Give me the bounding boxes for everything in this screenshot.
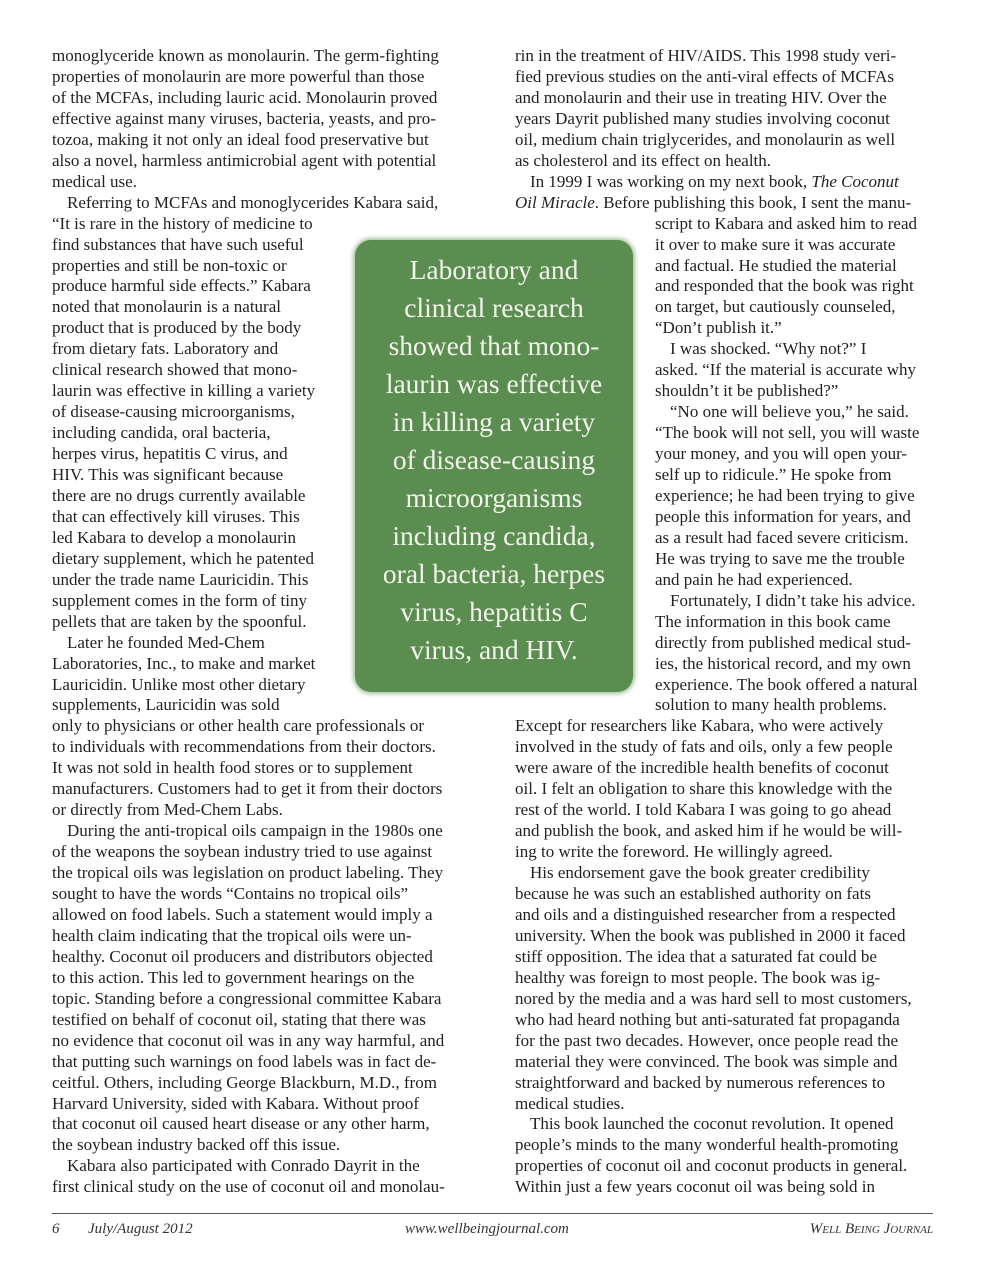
text-line: testified on behalf of coconut oil, stating that there was bbox=[52, 1009, 426, 1029]
text-line: medical studies. bbox=[515, 1093, 625, 1113]
text-line: supplement comes in the form of tiny bbox=[52, 590, 307, 610]
text-line bbox=[530, 171, 899, 192]
text-line: first clinical study on the use of coconut oil and monolau- bbox=[52, 1177, 445, 1197]
text-line: including candida, oral bacteria, bbox=[52, 423, 271, 443]
text-line: and factual. He studied the material bbox=[655, 255, 897, 275]
text-line: were aware of the incredible health benefits of coconut bbox=[515, 758, 889, 778]
text-line: monoglyceride known as monolaurin. The germ-fighting bbox=[52, 46, 439, 65]
text-line: because he was such an established authority on fats bbox=[515, 884, 871, 903]
text-line: During the anti-tropical oils campaign in the 1980s one bbox=[67, 821, 443, 841]
text-line: also a novel, harmless antimicrobial agent with potential bbox=[52, 150, 437, 170]
text-line: it over to make sure it was accurate bbox=[655, 234, 896, 254]
text-line: rest of the world. I told Kabara I was going to go ahead bbox=[515, 800, 892, 820]
text-line: topic. Standing before a congressional committee Kabara bbox=[52, 988, 442, 1008]
text-line: ing to write the foreword. He willingly agreed. bbox=[515, 842, 833, 862]
text-line bbox=[515, 192, 911, 213]
pull-quote-line: in killing a variety bbox=[392, 406, 596, 437]
text-line: noted that monolaurin is a natural bbox=[52, 297, 281, 317]
text-line: people this information for years, and bbox=[655, 506, 911, 526]
text-line: your money, and you will open your- bbox=[655, 444, 908, 464]
journal-name: Well Being Journal bbox=[809, 1221, 933, 1237]
text-line: Fortunately, I didn’t take his advice. bbox=[670, 590, 916, 610]
text-line: manufacturers. Customers had to get it from their doctors bbox=[52, 779, 443, 799]
pull-quote-line: showed that mono- bbox=[388, 330, 600, 361]
text-line: health claim indicating that the tropical oils were un- bbox=[52, 925, 412, 945]
text-line: and monolaurin and their use in treating HIV. Over the bbox=[515, 87, 887, 107]
text-line: oil, medium chain triglycerides, and monolaurin as well bbox=[515, 129, 896, 149]
book-title: Oil Miracle bbox=[515, 192, 595, 212]
text-line: Laboratories, Inc., to make and market bbox=[52, 653, 316, 673]
text-line: experience; he had been trying to give bbox=[655, 485, 915, 505]
text-line: led Kabara to develop a monolaurin bbox=[52, 527, 297, 547]
text-line: the tropical oils was legislation on product labeling. They bbox=[52, 863, 444, 883]
text-line: material they were convinced. The book was simple and bbox=[515, 1051, 898, 1071]
text-line: that putting such warnings on food labels was in fact de- bbox=[52, 1051, 437, 1071]
text-segment: . Before publishing this book, I sent the manu- bbox=[594, 192, 912, 212]
text-line: “No one will believe you,” he said. bbox=[670, 402, 909, 422]
text-line: rin in the treatment of HIV/AIDS. This 1998 study veri- bbox=[515, 46, 897, 65]
text-line: Lauricidin. Unlike most other dietary bbox=[52, 674, 306, 694]
pull-quote-line: virus, and HIV. bbox=[410, 634, 578, 665]
text-line: ies, the historical record, and my own bbox=[655, 653, 911, 673]
text-line: properties of coconut oil and coconut products in general. bbox=[515, 1156, 908, 1176]
text-line: clinical research showed that mono- bbox=[52, 360, 298, 380]
text-line: straightforward and backed by numerous references to bbox=[515, 1072, 886, 1092]
text-line: HIV. This was significant because bbox=[52, 465, 284, 484]
text-line: of the MCFAs, including lauric acid. Monolaurin proved bbox=[52, 87, 438, 107]
text-line: asked. “If the material is accurate why bbox=[655, 360, 917, 380]
text-line: healthy. Coconut oil producers and distributors objected bbox=[52, 946, 433, 966]
website-url: www.wellbeingjournal.com bbox=[405, 1221, 569, 1237]
page-number: 6 bbox=[52, 1221, 60, 1237]
text-line: oil. I felt an obligation to share this knowledge with the bbox=[515, 779, 893, 799]
text-line: tozoa, making it not only an ideal food preservative but bbox=[52, 129, 429, 149]
text-line: that can effectively kill viruses. This bbox=[52, 506, 300, 526]
text-line: herpes virus, hepatitis C virus, and bbox=[52, 444, 288, 464]
text-line: I was shocked. “Why not?” I bbox=[670, 339, 867, 359]
text-line: and publish the book, and asked him if he would be will- bbox=[515, 821, 903, 841]
text-line: on target, but cautiously counseled, bbox=[655, 297, 896, 317]
text-line: supplements, Lauricidin was sold bbox=[52, 695, 280, 715]
text-line: dietary supplement, which he patented bbox=[52, 548, 314, 568]
text-line: experience. The book offered a natural bbox=[655, 674, 918, 694]
pull-quote-line: clinical research bbox=[404, 292, 584, 323]
text-segment: In 1999 I was working on my next book, bbox=[530, 171, 812, 191]
text-line: or directly from Med-Chem Labs. bbox=[52, 800, 283, 820]
text-line: who had heard nothing but anti-saturated fat propaganda bbox=[515, 1009, 900, 1029]
text-line: there are no drugs currently available bbox=[52, 485, 306, 505]
text-line: that coconut oil caused heart disease or any other harm, bbox=[52, 1114, 430, 1134]
text-line: pellets that are taken by the spoonful. bbox=[52, 611, 307, 631]
text-line: His endorsement gave the book greater credibility bbox=[530, 863, 870, 883]
text-line: He was trying to save me the trouble bbox=[655, 548, 905, 568]
text-line: “Don’t publish it.” bbox=[655, 318, 782, 338]
pull-quote bbox=[355, 240, 633, 692]
text-line: Referring to MCFAs and monoglycerides Kabara said, bbox=[67, 192, 439, 212]
text-line: as cholesterol and its effect on health. bbox=[515, 150, 772, 170]
text-line: Within just a few years coconut oil was being sold in bbox=[515, 1177, 876, 1197]
text-line: from dietary fats. Laboratory and bbox=[52, 339, 279, 359]
text-line: involved in the study of fats and oils, only a few people bbox=[515, 737, 893, 757]
text-line: effective against many viruses, bacteria, yeasts, and pro- bbox=[52, 108, 436, 128]
text-line: sought to have the words “Contains no tropical oils” bbox=[52, 884, 408, 903]
text-line: no evidence that coconut oil was in any way harmful, and bbox=[52, 1030, 445, 1050]
pull-quote-line: virus, hepatitis C bbox=[400, 596, 588, 627]
text-line: nored by the media and a was hard sell to most customers, bbox=[515, 988, 912, 1008]
book-title: The Coconut bbox=[811, 171, 899, 191]
pull-quote-line: microorganisms bbox=[405, 482, 583, 513]
text-line: and pain he had experienced. bbox=[655, 569, 853, 589]
footer-rule bbox=[52, 1213, 933, 1214]
text-line: healthy was foreign to most people. The book was ig- bbox=[515, 967, 881, 987]
text-line: product that is produced by the body bbox=[52, 318, 302, 338]
text-line: and oils and a distinguished researcher from a respected bbox=[515, 904, 896, 924]
text-line: find substances that have such useful bbox=[52, 234, 304, 254]
text-line: “It is rare in the history of medicine to bbox=[52, 213, 313, 233]
issue-date: July/August 2012 bbox=[88, 1221, 193, 1237]
text-line: This book launched the coconut revolution. It opened bbox=[530, 1114, 894, 1134]
text-line: It was not sold in health food stores or to supplement bbox=[52, 758, 413, 778]
pull-quote-line: including candida, bbox=[392, 520, 596, 551]
pull-quote-line: laurin was effective bbox=[385, 368, 603, 399]
text-line: people’s minds to the many wonderful health-promoting bbox=[515, 1135, 899, 1155]
text-line: properties and still be non-toxic or bbox=[52, 255, 287, 275]
text-line: the soybean industry backed off this issue. bbox=[52, 1135, 341, 1155]
text-line: to individuals with recommendations from their doctors. bbox=[52, 737, 436, 757]
text-line: script to Kabara and asked him to read bbox=[655, 213, 917, 233]
text-line: years Dayrit published many studies involving coconut bbox=[515, 108, 890, 128]
pull-quote-line: oral bacteria, herpes bbox=[382, 558, 606, 589]
text-line: produce harmful side effects.” Kabara bbox=[52, 276, 311, 296]
text-line: allowed on food labels. Such a statement would imply a bbox=[52, 904, 433, 924]
text-line: shouldn’t it be published?” bbox=[655, 381, 839, 401]
text-line: for the past two decades. However, once people read the bbox=[515, 1030, 899, 1050]
pull-quote-line: of disease-causing bbox=[392, 444, 596, 475]
text-line: and responded that the book was right bbox=[655, 276, 914, 296]
text-line: stiff opposition. The idea that a saturated fat could be bbox=[515, 946, 877, 966]
text-line: self up to ridicule.” He spoke from bbox=[655, 465, 892, 484]
text-line: directly from published medical stud- bbox=[655, 632, 911, 652]
text-line: of disease-causing microorganisms, bbox=[52, 402, 295, 422]
text-line: The information in this book came bbox=[655, 611, 891, 631]
text-line: Later he founded Med-Chem bbox=[67, 632, 265, 652]
text-line: medical use. bbox=[52, 171, 137, 191]
text-line: of the weapons the soybean industry tried to use against bbox=[52, 842, 433, 862]
text-line: ceitful. Others, including George Blackburn, M.D., from bbox=[52, 1072, 437, 1092]
text-line: laurin was effective in killing a variety bbox=[52, 381, 316, 401]
text-line: to this action. This led to government hearings on the bbox=[52, 967, 415, 987]
pull-quote-line: Laboratory and bbox=[409, 254, 579, 285]
text-line: solution to many health problems. bbox=[655, 695, 887, 715]
text-line: under the trade name Lauricidin. This bbox=[52, 569, 309, 589]
text-line: properties of monolaurin are more powerful than those bbox=[52, 66, 425, 86]
text-line: university. When the book was published in 2000 it faced bbox=[515, 925, 906, 945]
text-line: as a result had faced severe criticism. bbox=[655, 527, 909, 547]
text-line: fied previous studies on the anti-viral effects of MCFAs bbox=[515, 66, 894, 86]
text-line: Kabara also participated with Conrado Dayrit in the bbox=[67, 1156, 420, 1176]
text-line: Harvard University, sided with Kabara. Without proof bbox=[52, 1093, 420, 1113]
text-line: Except for researchers like Kabara, who were actively bbox=[515, 716, 884, 736]
text-line: “The book will not sell, you will waste bbox=[655, 423, 920, 443]
text-line: only to physicians or other health care professionals or bbox=[52, 716, 425, 736]
